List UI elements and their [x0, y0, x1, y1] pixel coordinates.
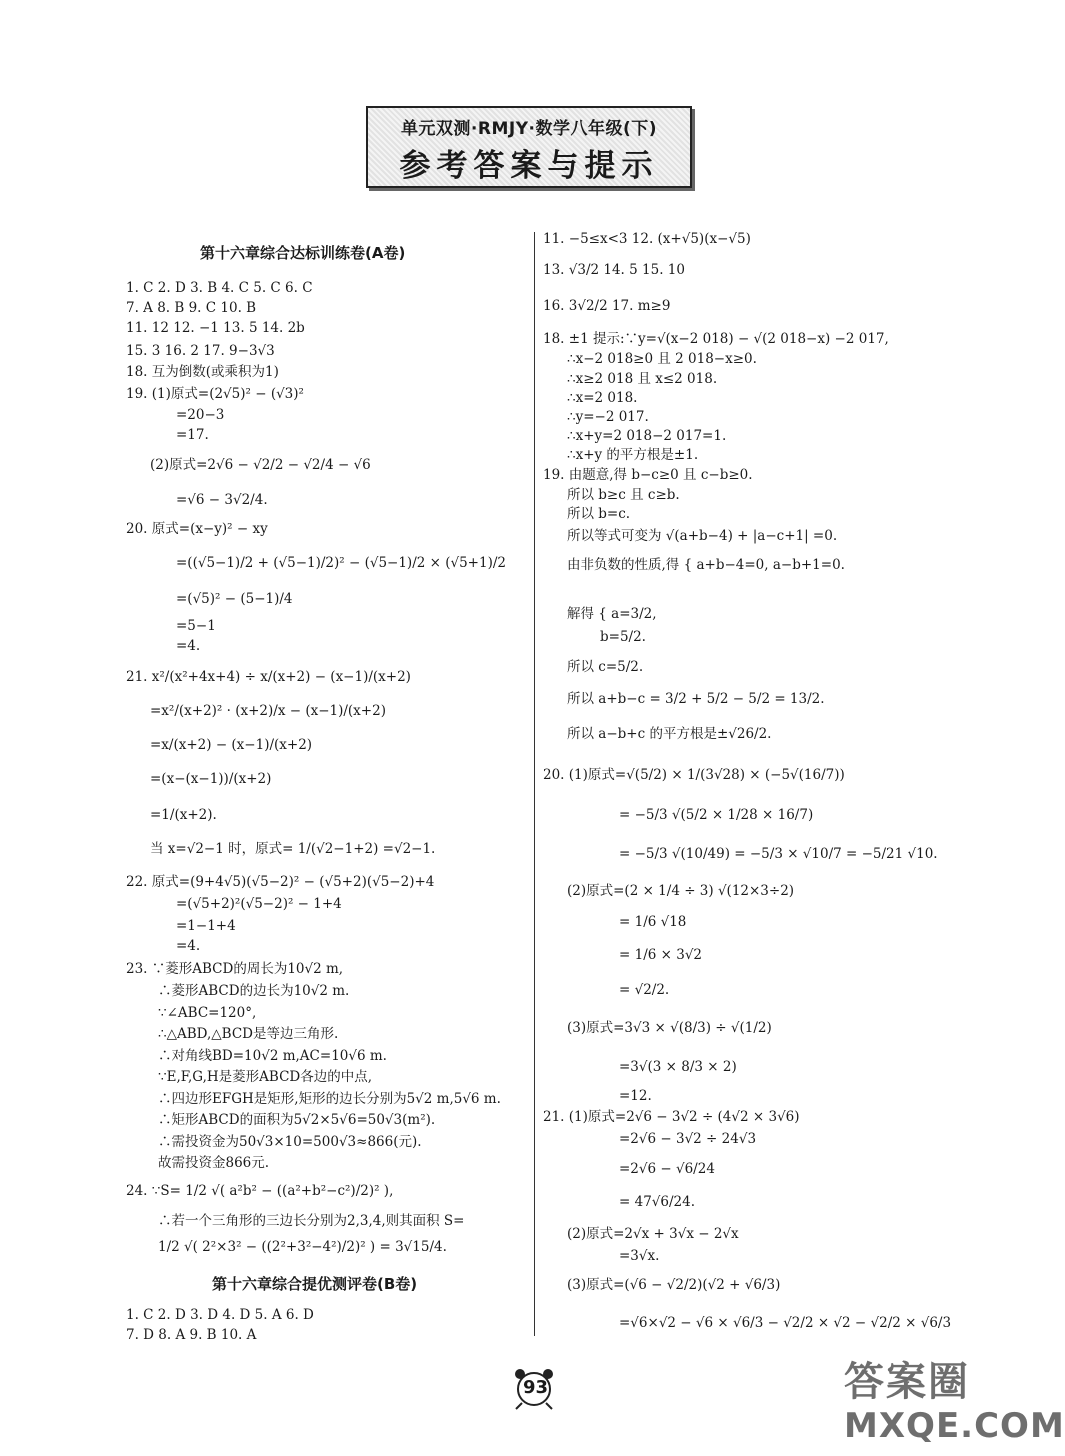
watermark — [838, 1350, 1065, 1446]
answer-line: 20. (1)原式=√(5/2) × 1/(3√28) × (−5√(16/7)) — [543, 767, 845, 783]
answer-line: =√6×√2 − √6 × √6/3 − √2/2 × √2 − √2/2 × √6/3 — [619, 1315, 952, 1331]
answer-line: ∴若一个三角形的三边长分别为2,3,4,则其面积 S= — [158, 1213, 465, 1229]
answer-line: 21. (1)原式=2√6 − 3√2 ÷ (4√2 × 3√6) — [543, 1109, 800, 1125]
title-banner — [366, 106, 692, 188]
answer-line: 24. ∵S= 1/2 √( a²b² − ((a²+b²−c²)/2)² ), — [126, 1183, 394, 1199]
answer-line: 11. 12 12. −1 13. 5 14. 2b — [126, 320, 305, 336]
answer-line: 18. 互为倒数(或乘积为1) — [126, 364, 279, 380]
answer-line: ∴x+y 的平方根是±1. — [567, 447, 699, 463]
answer-line: = √2/2. — [619, 982, 670, 998]
answer-line: = −5/3 √(5/2 × 1/28 × 16/7) — [619, 807, 814, 823]
answer-line: =2√6 − √6/24 — [619, 1161, 715, 1177]
answer-line: 7. D 8. A 9. B 10. A — [126, 1327, 257, 1343]
answer-line: (2)原式=2√6 − √2/2 − √2/4 − √6 — [150, 457, 371, 473]
answer-line: ∴y=−2 017. — [567, 409, 649, 425]
answer-line: (2)原式=2√x + 3√x − 2√x — [567, 1226, 739, 1242]
answer-line: 18. ±1 提示:∵y=√(x−2 018) − √(2 018−x) −2 017, — [543, 331, 889, 347]
answer-line: (3)原式=(√6 − √2/2)(√2 + √6/3) — [567, 1277, 781, 1293]
answer-line: 所以 a−b+c 的平方根是±√26/2. — [567, 726, 772, 742]
answer-line: ∴矩形ABCD的面积为5√2×5√6=50√3(m²). — [158, 1112, 436, 1128]
answer-line: =20−3 — [176, 407, 225, 423]
answer-line: 11. −5≤x<3 12. (x+√5)(x−√5) — [543, 231, 751, 247]
section-heading-b: 第十六章综合提优测评卷(B卷) — [212, 1275, 418, 1293]
answer-line: 当 x=√2−1 时，原式= 1/(√2−1+2) =√2−1. — [150, 841, 436, 857]
answer-line: ∴需投资金为50√3×10=500√3≈866(元). — [158, 1134, 422, 1150]
answer-line: 21. x²/(x²+4x+4) ÷ x/(x+2) − (x−1)/(x+2) — [126, 669, 411, 685]
banner-title: 参考答案与提示 — [399, 148, 659, 184]
answer-line: 所以 b≥c 且 c≥b. — [567, 487, 680, 503]
answer-line: 1. C 2. D 3. D 4. D 5. A 6. D — [126, 1307, 314, 1323]
answer-line: 19. 由题意,得 b−c≥0 且 c−b≥0. — [543, 467, 753, 483]
answer-line: 所以 a+b−c = 3/2 + 5/2 − 5/2 = 13/2. — [567, 691, 825, 707]
answer-line: 解得 { a=3/2, — [567, 606, 657, 622]
answer-line: 22. 原式=(9+4√5)(√5−2)² − (√5+2)(√5−2)+4 — [126, 874, 435, 890]
answer-line: =4. — [176, 938, 201, 954]
watermark-title: 答案圈 — [844, 1359, 970, 1405]
banner-subtitle: 单元双测·RMJY·数学八年级(下) — [400, 119, 658, 139]
answer-line: 16. 3√2/2 17. m≥9 — [543, 298, 671, 314]
page-number-badge — [508, 1366, 560, 1410]
answer-line: =12. — [619, 1088, 652, 1104]
answer-line: ∴x≥2 018 且 x≤2 018. — [567, 371, 718, 387]
answer-line: =(x−(x−1))/(x+2) — [150, 771, 272, 787]
answer-line: (2)原式=(2 × 1/4 ÷ 3) √(12×3÷2) — [567, 883, 795, 899]
answer-line: (3)原式=3√3 × √(8/3) ÷ √(1/2) — [567, 1020, 772, 1036]
answer-line: 20. 原式=(x−y)² − xy — [126, 521, 268, 537]
answer-line: =x²/(x+2)² · (x+2)/x − (x−1)/(x+2) — [150, 703, 386, 719]
answer-line: 所以等式可变为 √(a+b−4) + |a−c+1| =0. — [567, 528, 838, 544]
answer-line: 1/2 √( 2²×3² − ((2²+3²−4²)/2)² ) = 3√15/4. — [158, 1239, 447, 1255]
answer-line: ∴x−2 018≥0 且 2 018−x≥0. — [567, 351, 757, 367]
answer-line: =(√5)² − (5−1)/4 — [176, 591, 293, 607]
answer-line: 15. 3 16. 2 17. 9−3√3 — [126, 343, 275, 359]
answer-line: =x/(x+2) − (x−1)/(x+2) — [150, 737, 313, 753]
watermark-url: MXQE.COM — [844, 1406, 1065, 1446]
answer-line: b=5/2. — [600, 629, 646, 645]
answer-line: 故需投资金866元. — [158, 1155, 270, 1171]
answer-line: 7. A 8. B 9. C 10. B — [126, 300, 257, 316]
answer-line: 1. C 2. D 3. B 4. C 5. C 6. C — [126, 280, 313, 296]
section-heading-a: 第十六章综合达标训练卷(A卷) — [200, 244, 406, 262]
answer-line: =3√(3 × 8/3 × 2) — [619, 1059, 737, 1075]
answer-line: ∴四边形EFGH是矩形,矩形的边长分别为5√2 m,5√6 m. — [158, 1091, 501, 1107]
answer-line: = 1/6 √18 — [619, 914, 687, 930]
answer-line: =(√5+2)²(√5−2)² − 1+4 — [176, 896, 342, 912]
answer-line: 所以 c=5/2. — [567, 659, 644, 675]
answer-line: = −5/3 √(10/49) = −5/3 × √10/7 = −5/21 √10. — [619, 846, 938, 862]
answer-line: 19. (1)原式=(2√5)² − (√3)² — [126, 386, 304, 402]
answer-line: =((√5−1)/2 + (√5−1)/2)² − (√5−1)/2 × (√5+1)/2 — [176, 555, 506, 571]
answer-line: ∵∠ABC=120°, — [158, 1005, 257, 1021]
answer-line: =3√x. — [619, 1248, 660, 1264]
answer-line: 所以 b=c. — [567, 506, 631, 522]
answer-line: =1/(x+2). — [150, 807, 217, 823]
answer-line: 13. √3/2 14. 5 15. 10 — [543, 262, 685, 278]
answer-line: ∵E,F,G,H是菱形ABCD各边的中点, — [158, 1069, 373, 1085]
answer-line: =1−1+4 — [176, 918, 236, 934]
answer-line: =17. — [176, 427, 209, 443]
answer-line: =√6 − 3√2/4. — [176, 492, 268, 508]
answer-line: ∴菱形ABCD的边长为10√2 m. — [158, 983, 350, 999]
answer-line: =2√6 − 3√2 ÷ 24√3 — [619, 1131, 757, 1147]
answer-line: 由非负数的性质,得 { a+b−4=0, a−b+1=0. — [567, 557, 845, 573]
page-number: 93 — [523, 1377, 549, 1398]
answer-line: ∴对角线BD=10√2 m,AC=10√6 m. — [158, 1048, 387, 1064]
answer-line: ∴x=2 018. — [567, 390, 638, 406]
answer-line: ∴△ABD,△BCD是等边三角形. — [158, 1026, 339, 1042]
answer-line: =4. — [176, 638, 201, 654]
answer-line: =5−1 — [176, 618, 216, 634]
answer-line: = 1/6 × 3√2 — [619, 947, 703, 963]
answer-line: 23. ∵菱形ABCD的周长为10√2 m, — [126, 961, 344, 977]
answer-line: = 47√6/24. — [619, 1194, 695, 1210]
answer-line: ∴x+y=2 018−2 017=1. — [567, 428, 727, 444]
column-divider — [534, 232, 535, 1336]
